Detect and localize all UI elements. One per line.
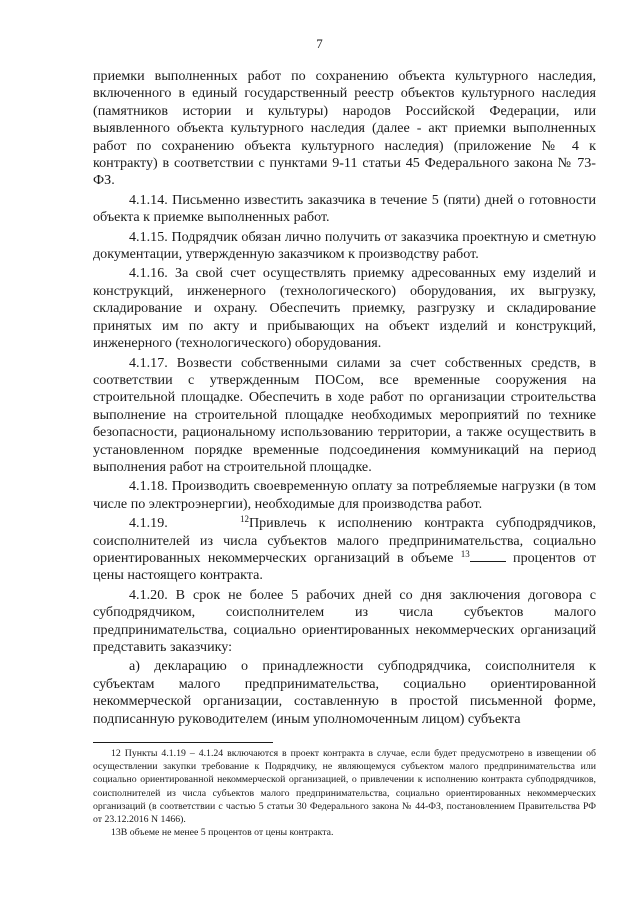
blank-field [470,550,506,562]
footnotes [93,747,596,839]
clause-4-1-15: 4.1.15. Подрядчик обязан лично получить от заказчика проектную и сметную документации, утвержденную заказчиком к производству работ. [93,228,596,263]
clause-number: 4.1.19. [129,515,168,532]
clause-4-1-17: 4.1.17. Возвести собственными силами за счет собственных средств, в соответствии с утвержденным ПОСом, все временные сооружения на строительной площадке. Обеспечить в ходе работ по организации строительства выполнение на строительной площадке необходимых мероприятий по технике безопасности, рациональному использованию территории, а также осуществить в установленном порядке временные подсоединения коммуникаций на период выполнения работ на строительной площадке. [93,354,596,475]
clause-4-1-20: 4.1.20. В срок не более 5 рабочих дней со дня заключения договора с субподрядчиком, соисполнителем из числа субъектов малого предпринимательства, социально ориентированных некоммерческих организаций представить заказчику: [93,586,596,655]
clause-4-1-20-a: а) декларацию о принадлежности субподрядчика, соисполнителя к субъектам малого предпринимательства, социально ориентированной некоммерческой организации, составленную в простой письменной форме, подписанную руководителем (иным уполномоченным лицом) субъекта [93,658,596,727]
footnote-ref-13: 13 [460,548,470,559]
clause-4-1-16: 4.1.16. За свой счет осуществлять приемку адресованных ему изделий и конструкций, инженерного (технологического) оборудования, их выгрузку, складирование и охрану. Обеспечить приемку, разгрузку и складирование принятых им по акту и прибывающих на объект изделий и конструкций, инженерного (технологического) оборудования. [93,265,596,352]
footnote-separator [93,742,273,743]
clause-text-b: процентов от цены настоящего контракта. [93,549,596,584]
clause-4-1-14: 4.1.14. Письменно известить заказчика в течение 5 (пяти) дней о готовности объекта к приемке выполненных работ. [93,191,596,226]
contract-body [93,68,596,728]
page-number: 7 [316,36,323,51]
footnote-12: 12 Пункты 4.1.19 – 4.1.24 включаются в проект контракта в случае, если будет предусмотрено в извещении об осуществлении закупки требование к Подрядчику, не являющемуся субъектом малого предпринимательства или социально ориентированной некоммерческой организацией, о привлечении к исполнению контракта субподрядчиков, соисполнителей из числа субъектов малого предпринимательства, социально ориентированных некоммерческих организаций (в соответствии с частью 5 статьи 30 Федерального закона № 44-ФЗ, постановлением Правительства РФ от 23.12.2016 N 1466). [93,748,596,826]
footnote-ref-12: 12 [239,514,249,525]
clause-text-a: Привлечь к исполнению контракта субподрядчиков, соисполнителей из числа субъектов малого предпринимательства, социально ориентированных некоммерческих организаций в объеме [93,515,596,566]
clause-4-1-19 [93,515,596,585]
clause-4-1-18: 4.1.18. Производить своевременную оплату за потребляемые нагрузки (в том числе по электроэнергии), необходимые для производства работ. [93,478,596,512]
footnote-13: 13В объеме не менее 5 процентов от цены контракта. [111,827,334,839]
paragraph-continuation: приемки выполненных работ по сохранению объекта культурного наследия, включенного в единый государственный реестр объектов культурного наследия (памятников истории и культуры) народов Российской Федерации, или выявленного объекта культурного наследия (далее - акт приемки выполненных работ по сохранению объекта культурного наследия) (приложение № 4 к контракту) в соответствии с пунктами 9-11 статьи 45 Федерального закона № 73-ФЗ. [93,68,596,189]
